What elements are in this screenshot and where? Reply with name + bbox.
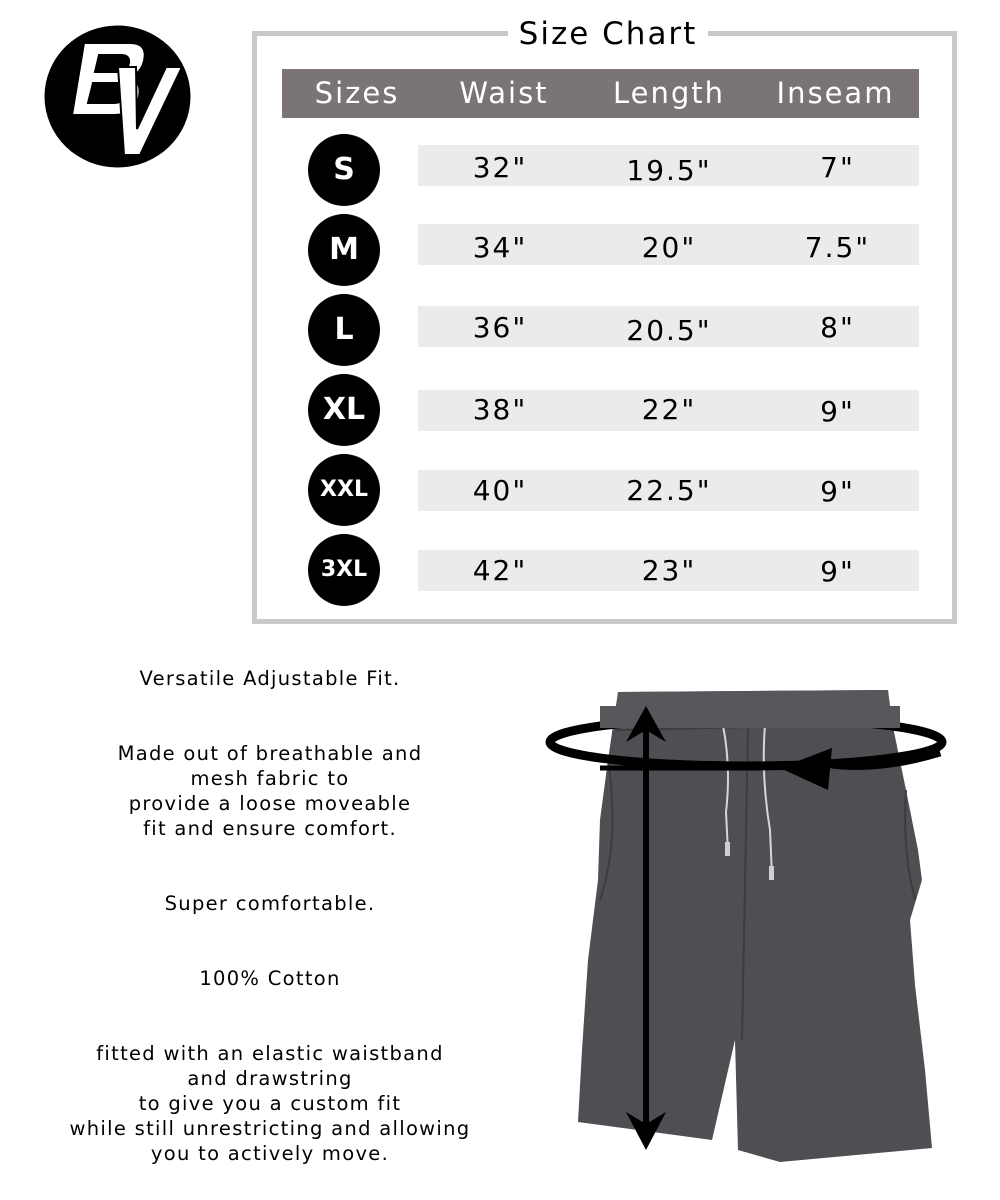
length-value: 22" [641, 393, 697, 426]
inseam-value: 8" [820, 311, 855, 344]
size-badge: XL [308, 374, 380, 446]
size-chart-header [282, 69, 919, 118]
feature-elastic-waistband: fitted with an elastic waistband and drawstring to give you a custom fit while still unrestricting and allowing you to actively move. [69, 1042, 471, 1165]
waist-value: 36" [472, 311, 528, 344]
feature-adjustable-fit: Versatile Adjustable Fit. [139, 667, 401, 690]
feature-comfortable: Super comfortable. [164, 892, 376, 915]
shorts-product-image [540, 685, 960, 1165]
waist-value: 42" [472, 554, 528, 587]
waist-value: 32" [472, 151, 528, 184]
waist-value: 40" [472, 474, 528, 507]
size-badge: S [308, 134, 380, 206]
size-badge: XXL [308, 454, 380, 526]
length-value: 20" [641, 231, 697, 264]
size-badge: L [308, 294, 380, 366]
waist-value: 38" [472, 393, 528, 426]
brand-logo [44, 25, 191, 168]
inseam-value: 9" [820, 395, 855, 428]
inseam-value: 7.5" [804, 231, 871, 264]
length-value: 19.5" [626, 154, 712, 187]
inseam-value: 9" [820, 555, 855, 588]
length-value: 22.5" [626, 474, 712, 507]
header-waist: Waist [459, 76, 549, 110]
inseam-value: 9" [820, 475, 855, 508]
header-length: Length [612, 76, 726, 110]
size-badge: 3XL [308, 534, 380, 606]
length-value: 23" [641, 554, 697, 587]
size-chart-title: Size Chart [508, 14, 708, 54]
header-sizes: Sizes [314, 76, 400, 110]
feature-breathable-fabric: Made out of breathable and mesh fabric to provide a loose moveable fit and ensure comfort. [117, 742, 423, 840]
size-badge: M [308, 214, 380, 286]
feature-cotton: 100% Cotton [199, 967, 341, 990]
length-value: 20.5" [626, 314, 712, 347]
inseam-value: 7" [820, 151, 855, 184]
waist-value: 34" [472, 231, 528, 264]
header-inseam: Inseam [776, 76, 895, 110]
